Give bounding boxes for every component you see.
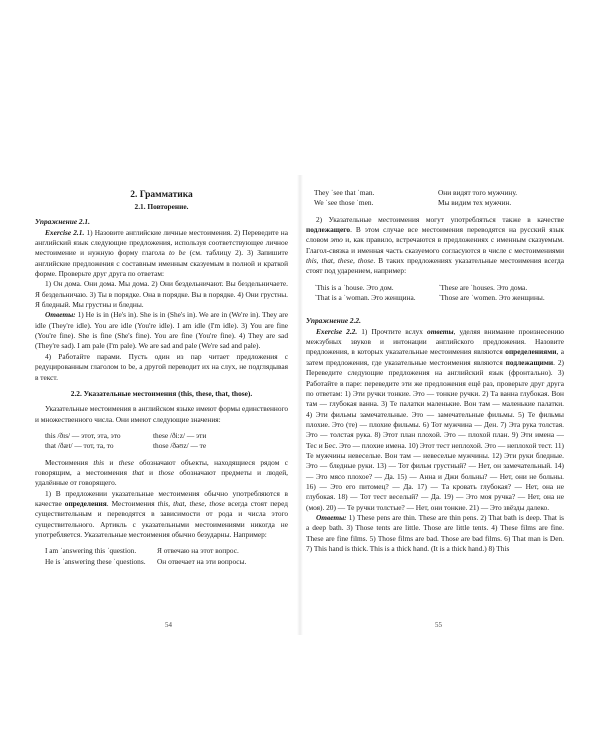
right-page: [306, 188, 564, 554]
example-russian: Он отвечает на эти вопросы.: [157, 556, 247, 566]
pronoun-plural: these /ði:z/ — эти: [153, 430, 207, 440]
exercise-2-1-sentences: 1) Он дома. Они дома. Мы дома. 2) Они бездельничают. Вы бездельничаете. Я бездельничаю. 3) Ты в порядке. Она в порядке. Вы в порядке. 4) Они грустны. Я бледный. Мы грустны и бледны.: [35, 279, 288, 310]
example-plural: ˈThese are ˈhouses. Это дома.: [438, 282, 528, 292]
exercise-2-1-answers: Ответы: 1) He is in (He's in). She is in (She's in). We are in (We're in). They are idle (They're idle). You are idle (You're idle). I am idle (I'm idle). 3) You are fine (You're fine). She is fine (She's fine). You are fine (You're fine). 4) They are sad (They're sad). I am pale (I'm pale). We are sad and pale (We're sad and pale).: [35, 310, 288, 351]
subject-rule: 2) Указательные местоимения могут употребляться также в качестве подлежащего. В этом случае все местоимения переводятся на русский язык словом это и, как правило, встречаются в предложениях с именным сказуемым. Глагол-связка и именная часть сказуемого согласуются в числе с местоимениями this, that, these, those. В таких предложениях указательные местоимения всегда стоят под ударением, например:: [306, 214, 564, 276]
exercise-2-1-pairs-task: 4) Работайте парами. Пусть один из пар читает предложения с редуцированным глаголом to be, а другой переводит их на слух, не подглядывая в текст.: [35, 351, 288, 382]
pronoun-table: [35, 431, 288, 452]
example-english: We ˈsee those ˈmen.: [314, 198, 374, 208]
section-2-2-title: 2.2. Указательные местоимения (this, these, that, those).: [70, 388, 253, 398]
section-title: 2.1. Повторение.: [134, 202, 189, 211]
exercise-2-2-title: Упражнение 2.2.: [306, 316, 361, 326]
example-plural: ˈThose are ˈwomen. Это женщины.: [438, 293, 545, 303]
subject-examples-top: [306, 188, 564, 209]
chapter-title: 2. Грамматика: [130, 190, 193, 200]
pronoun-singular: that /ðæt/ — тот, та, то: [45, 441, 114, 451]
example-russian: Они видят того мужчину.: [438, 188, 518, 197]
pronoun-singular: this /ðɪs/ — этот, эта, это: [45, 430, 121, 440]
page-number-right: 55: [435, 621, 442, 629]
exercise-2-1-task: Exercise 2.1. 1) Назовите английские личные местоимения. 2) Переведите на английский язык следующие предложения, используя соответствующее личное местоимение и нужную форму глагола to be (см. таблицу 2). 3) Запишите английские предложения с составным именным сказуемым в полной и краткой форме. Проверьте друг друга по ответам:: [35, 227, 288, 279]
example-english: I am ˈanswering this ˈquestion.: [45, 546, 137, 556]
exercise-label: Exercise 2.1.: [45, 227, 85, 237]
book-gutter: [297, 175, 303, 635]
left-page: [35, 190, 288, 567]
demonstratives-usage: Местоимения this и these обозначают объекты, находящиеся рядом с говорящим, а местоимения that и those обозначают предметы и людей, удалённые от говорящего.: [35, 457, 288, 488]
subject-examples: [306, 283, 564, 304]
example-english: They ˈsee that ˈman.: [314, 188, 375, 197]
demonstratives-intro: Указательные местоимения в английском языке имеют формы единственного и множественного числа. Они имеют следующие значения:: [35, 404, 288, 424]
attribute-examples: [35, 546, 288, 567]
answers-label: Ответы:: [316, 512, 347, 522]
exercise-label: Exercise 2.2.: [316, 326, 358, 336]
attribute-rule: 1) В предложении указательные местоимения обычно употребляются в качестве определения. Местоимения this, that, these, those всегда стоят перед существительным и переводятся в зависимости от рода и числа этого существительного. Артикль с указательными местоимениями никогда не употребляется. Указательные местоимения обычно безударны. Например:: [35, 488, 288, 539]
example-russian: Мы видим тех мужчин.: [438, 198, 512, 208]
exercise-2-1-title: Упражнение 2.1.: [35, 217, 90, 227]
exercise-2-2-task: Exercise 2.2. 1) Прочтите вслух ответы, уделяя внимание произнесению межзубных звуков и интонации английского предложения. Назовите предложения, в которых указательные местоимения являются определениями, а затем предложения, где указательные местоимения являются подлежащими. 2) Переведите следующие предложения на английский язык (фронтально). 3) Работайте в паре: переведите эти же предложения ещё раз, проверьте друг друга по ответам: 1) Эти ручки тонкие. Это — тонкие ручки. 2) Та ванна глубокая. Вон там — глубокая ванна. 3) Те палатки маленькие. Вон там — маленькие палатки. 4) Эти фильмы замечательные. Это — замечательные фильмы. 5) Те фильмы плохие. Это (те) — плохие фильмы. 6) Тот мужчина — Ден. 7) Эта рука толстая. Это — толстая рука. 8) Этот план плохой. Это — плохой план. 9) Эти имена — Тес и Бес. Это — плохие имена. 10) Этот тест неплохой. Это — неплохой тест. 11) Те мужчины невеселые. Вон там — невеселые мужчины. 12) Эти руки бледные. Это — бледные руки. 13) — Тот фильм грустный? — Нет, он замечательный. 14) — Это мясо плохое? — Да. 15) — Анна и Джи больны? — Нет, они не больны. 16) — Это его питомец? — Да. 17) — Та кровать глубокая? — Нет, она не глубокая. 18) — Тот тест веселый? — Да. 19) — Это моя ручка? — Нет, она не (моя). 20) — Те ручки толстые? — Нет, они тонкие. 21) — Это звёзды далеко.: [306, 326, 565, 512]
page-number-left: 54: [165, 621, 172, 629]
answers-label: Ответы:: [45, 310, 76, 320]
example-russian: Я отвечаю на этот вопрос.: [157, 546, 239, 556]
example-english: He is ˈanswering these ˈquestions.: [45, 556, 146, 566]
exercise-2-2-answers: Ответы: 1) These pens are thin. These are thin pens. 2) That bath is deep. That is a deep bath. 3) Those tents are little. Those are little tents. 4) These films are fine. These are fine films. 5) Those films are bad. Those are bad films. 6) That man is Den. 7) This hand is thick. This is a thick hand. (It is a thick hand.) 8) This: [306, 512, 564, 553]
example-singular: ˈThat is a ˈwoman. Это женщина.: [314, 293, 416, 303]
example-singular: ˈThis is a ˈhouse. Это дом.: [314, 282, 394, 292]
pronoun-plural: those /ðəʊz/ — те: [153, 441, 207, 451]
